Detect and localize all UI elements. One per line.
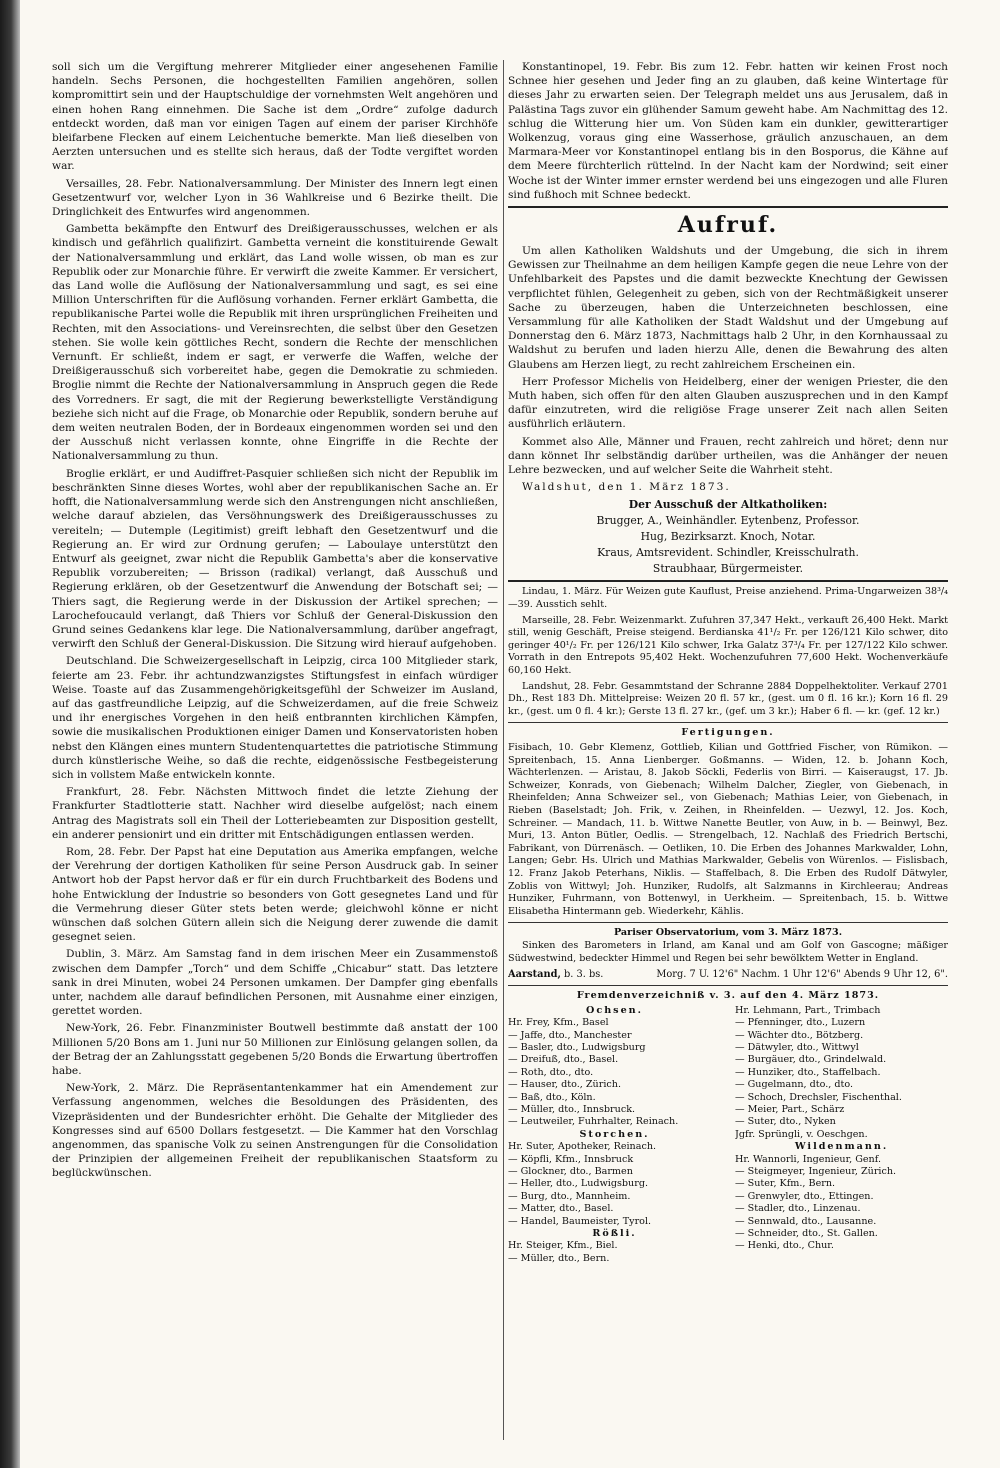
guest-entry: — Baß, dto., Köln. bbox=[508, 1091, 596, 1103]
left-column bbox=[52, 60, 498, 1448]
guest-entry: — Hunziker, dto., Staffelbach. bbox=[735, 1066, 881, 1078]
guest-entry: — Müller, dto., Bern. bbox=[508, 1252, 610, 1264]
guest-entry: — Burgäuer, dto., Grindelwald. bbox=[735, 1054, 887, 1066]
guest-entry: — Roth, dto., dto. bbox=[508, 1066, 594, 1078]
guest-entry: — Köpfli, Kfm., Innsbruck bbox=[508, 1153, 634, 1165]
guest-entry: — Basler, dto., Ludwigsburg bbox=[508, 1041, 646, 1053]
article-new-york-2: New-York, 2. März. Die Repräsentantenkammer hat ein Amendement zur Verfassung angenommen, welches die Besoldungen des Präsidenten, des Vizepräsidenten und der Bundesrichter erhöht. Die Gehalte der Mitglieder des Kongresses sind auf 6500 Dollars festgesetzt. — Die Kammer hat den Vorschlag angenommen, das spanische Volk zu seinen Anstrengungen für die Consolidation der Prinzipien der allgemeinen Freiheit der republikanischen Staatsform zu beglückwünschen. bbox=[52, 1082, 498, 1180]
guest-entry: — Schoch, Drechsler, Fischenthal. bbox=[735, 1091, 902, 1103]
hotel-name: Wildenmann. bbox=[794, 1141, 889, 1153]
guest-entry: — Burg, dto., Mannheim. bbox=[508, 1190, 631, 1202]
guest-entry: — Suter, Kfm., Bern. bbox=[735, 1178, 836, 1190]
observatorium-section bbox=[508, 927, 948, 981]
market-lindau: Lindau, 1. März. Für Weizen gute Kauflust, Preise anziehend. Prima-Ungarweizen 38³/₄—39. Ausstich sehlt. bbox=[508, 586, 948, 611]
aufruf-paragraph-2: Herr Professor Michelis von Heidelberg, einer der wenigen Priester, die den Muth haben, sich offen für den alten Glauben auszusprechen und in den Kampf dafür einzutreten, wird die religiöse Frage unserer Zeit nach allen Seiten ausführlich erläutern. bbox=[508, 375, 948, 431]
guest-entry: Jgfr. Sprüngli, v. Oeschgen. bbox=[735, 1128, 868, 1140]
article-dublin: Dublin, 3. März. Am Samstag fand in dem irischen Meer ein Zusammenstoß zwischen dem Dampfer „Torch“ und dem Schiffe „Chicabur“ statt. Das letztere sank in drei Minuten, wobei 24 Personen umkamen. Der Dampfer ging ebenfalls unter, nachdem alle darauf befindlichen Personen, mit Ausnahme einer einzigen, gerettet worden. bbox=[52, 948, 498, 1018]
fremden-column-1 bbox=[508, 1005, 721, 1266]
article-broglie: Broglie erklärt, er und Audiffret-Pasquier schließen sich nicht der Republik im beschränkten Sinne dieses Wortes, wohl aber der republikanischen Sache an. Er hofft, die Nationalversammlung werde sich den Anstrengungen nicht anschließen, welche darauf abzielen, das Versöhnungswerk des Dreißigerausschusses zu vereiteln; — Dutemple (Legitimist) greift lebhaft den Gesetzentwurf und die Regierung an. Er wird zur Ordnung gerufen; — Laboulaye unterstützt den Entwurf als geeignet, zwar nicht die Republik Gambetta's aber die konservative Republik vorzubereiten; — Brisson (radikal) verlangt, daß Ausschuß und Regierung erklären, ob der Gesetzentwurf die Anwendung der Botschaft sei; — Thiers sagt, die Regierung werde in der Diskussion der Artikel sprechen; — Larochefoucauld verlangt, daß Thiers vor Schluß der General-Diskussion den Grund seines Gedankens klar lege. Die Nationalversammlung, darüber angefragt, verwirft den Schluß der General-Diskussion. Die Sitzung wird hierauf aufgehoben. bbox=[52, 467, 498, 651]
guest-entry: Hr. Suter, Apotheker, Reinach. bbox=[508, 1141, 657, 1153]
fremden-list bbox=[508, 1005, 948, 1266]
aufruf-committee: Der Ausschuß der Altkatholiken: bbox=[628, 498, 828, 512]
aarstand-date: b. 3. bs. bbox=[564, 969, 604, 981]
observatorium-text: Sinken des Barometers in Irland, am Kanal und am Golf von Gascogne; mäßiger Südwestwind, bedeckter Himmel und Regen bei sehr bewölktem Wetter in England. bbox=[508, 939, 948, 964]
guest-entry: — Henki, dto., Chur. bbox=[735, 1240, 834, 1252]
guest-entry: — Leutweiler, Fuhrhalter, Reinach. bbox=[508, 1116, 679, 1128]
article-versailles: Versailles, 28. Febr. Nationalversammlung. Der Minister des Innern legt einen Gesetzentwurf vor, welcher Lyon in 36 Wahlkreise und 6 Bezirke theilt. Die Dringlichkeit des Entwurfes wird angenommen. bbox=[52, 177, 498, 219]
fertigungen-title: Fertigungen. bbox=[681, 727, 775, 739]
fertigungen-text: Fisibach, 10. Gebr Klemenz, Gottlieb, Kilian und Gottfried Fischer, von Rümikon. — Spreitenbach, 15. Anna Lienberger. Goßmanns. — Widen, 12. b. Johann Koch, Wächterlenzen. — Aristau, 8. Jakob Söckli, Federlis von Birri. — Kaiseraugst, 17. Jb. Schweizer, Konrads, von Giebenach; Wilhelm Dalcher, Ziegler, von Giebenach, in Rheinfelden; Anna Schweizer sel., von Giebenach; Mathias Leier, von Giebenach, in Rieben (Baselstadt; Joh. Frik, v. Zeihen, in Rheinfelden. — Uezwyl, 12. Jos. Koch, Schreiner. — Mandach, 11. b. Wittwe Nanette Beutler, von Auw, in b. — Beinwyl, Bez. Muri, 13. Anton Bütler, Oedlis. — Strengelbach, 12. Nachlaß des Friedrich Bertschi, Fabrikant, von Dürrenäsch. — Oetliken, 10. Die Erben des Johannes Markwalder, Lohn, Langen; Gebr. Hs. Ulrich und Mathias Markwalder, Gebelis von Würenlos. — Fislisbach, 12. Franz Jakob Peterhans, Niklis. — Staffelbach, 8. Die Erben des Rudolf Dätwyler, Zoblis von Wittwyl; Joh. Hunziker, Rudolfs, alt Salzmanns in Kirchleerau; Andreas Hunziker, Fuhrmann, von Bottenwyl, in Uerkheim. — Spreitenbach, 15. b. Wittwe Elisabetha Hintermann geb. Wiederkehr, Kählis. bbox=[508, 742, 948, 917]
hotel-name: Ochsen. bbox=[586, 1004, 643, 1016]
fremden-title: Fremdenverzeichniß v. 3. auf den 4. März 1873. bbox=[576, 990, 880, 1002]
guest-entry: — Handel, Baumeister, Tyrol. bbox=[508, 1215, 652, 1227]
guest-entry: — Heller, dto., Ludwigsburg. bbox=[508, 1178, 649, 1190]
guest-entry: — Dreifuß, dto., Basel. bbox=[508, 1054, 619, 1066]
article-gambetta: Gambetta bekämpfte den Entwurf des Dreißigerausschusses, welchen er als kindisch und gefährlich qualifizirt. Gambetta verneint die konstituirende Gewalt der Nationalversammlung und erklärt, das Land wolle wissen, ob man es zur Republik oder zur Monarchie führe. Er verwirft die zweite Kammer. Er versichert, das Land wolle die Auflösung der Nationalversammlung und sagt, es sei eine Million Unterschriften für die Auflösung vorhanden. Ferner erklärt Gambetta, die republikanische Partei wolle die Republik mit ihren ursprünglichen Freiheiten und Rechten, mit den Associations- und Vereinsrechten, die selbst über den Gesetzen stehen. Sie wolle kein göttliches Recht, sondern die Rechte der menschlichen Vernunft. Er schließt, indem er sagt, er verwerfe die Waffen, welche der Dreißigerausschuß sich vorbereitet habe, gegen die Demokratie zu schmieden. Broglie nimmt die Rechte der Nationalversammlung in Anspruch gegen die Rede des Vorredners. Er sagt, die mit der Regierung bewerkstelligte Verständigung beziehe sich nicht auf die Frage, ob Monarchie oder Republik, sondern beruhe auf dem weiten neutralen Boden, der in Bordeaux eingenommen worden sei und den der Ausschuß nicht verlassen konnte, ohne Eingriffe in die Rechte der Nationalversammlung zu thun. bbox=[52, 223, 498, 463]
signer-line: Straubhaar, Bürgermeister. bbox=[652, 562, 804, 576]
guest-entry: — Matter, dto., Basel. bbox=[508, 1203, 614, 1215]
guest-entry: — Gugelmann, dto., dto. bbox=[735, 1079, 854, 1091]
guest-entry: — Hauser, dto., Zürich. bbox=[508, 1079, 621, 1091]
fremden-column-2 bbox=[735, 1005, 948, 1266]
hotel-name: Storchen. bbox=[579, 1128, 650, 1140]
guest-entry: — Glockner, dto., Barmen bbox=[508, 1165, 633, 1177]
fertigungen-section bbox=[508, 727, 948, 918]
aufruf-signers bbox=[508, 497, 948, 576]
guest-entry: — Dätwyler, dto., Wittwyl bbox=[735, 1041, 859, 1053]
aufruf-title: Aufruf. bbox=[677, 212, 779, 239]
observatorium-title: Pariser Observatorium, vom 3. März 1873. bbox=[613, 927, 843, 939]
guest-entry: — Meier, Part., Schärz bbox=[735, 1103, 845, 1115]
article-konstantinopel: Konstantinopel, 19. Febr. Bis zum 12. Febr. hatten wir keinen Frost noch Schnee hier gesehen und Jeder fing an zu glauben, daß keine Wintertage für dieses Jahr zu erwarten seien. Der Telegraph meldet uns aus Jerusalem, daß in Palästina Tags zuvor ein glühender Samum geweht habe. Am Nachmittag des 12. schlug die Witterung hier um. Von Süden kam ein dunkler, gewitterartiger Wolkenzug, voraus ging eine Wasserhose, gräulich anzuschauen, an dem Marmara-Meer vor Konstantinopel entlang bis in den Bosporus, die Kähne auf dem Meere fürchterlich rüttelnd. In der Nacht kam der Nordwind; seit einer Woche ist der Winter immer ernster werdend bei uns eingezogen und alle Fluren sind fußhoch mit Schnee bedeckt. bbox=[508, 61, 948, 201]
divider bbox=[508, 580, 948, 582]
aufruf-paragraph-1: Um allen Katholiken Waldshuts und der Umgebung, die sich in ihrem Gewissen zur Theilnahme an dem heiligen Kampfe gegen die neue Lehre von der Unfehlbarkeit des Papstes und die damit bezweckte Knechtung der Gewissen verpflichtet fühlen, Gelegenheit zu geben, sich von der Rechtmäßigkeit unserer Sache zu überzeugen, haben die Unterzeichneten beschlossen, eine Versammlung für alle Katholiken der Stadt Waldshut und der Umgebung auf Donnerstag den 6. März 1873, Nachmittags halb 2 Uhr, in den Kornhaussaal zu Waldshut zu berufen und laden hierzu Alle, denen die Bewahrung des alten Glaubens am Herzen liegt, zu recht zahlreichem Erscheinen ein. bbox=[508, 245, 948, 371]
fremden-section bbox=[508, 990, 948, 1265]
guest-entry: — Steigmeyer, Ingenieur, Zürich. bbox=[735, 1165, 897, 1177]
aufruf-place-date: Waldshut, den 1. März 1873. bbox=[522, 481, 731, 494]
column-divider bbox=[503, 60, 504, 1440]
market-marseille: Marseille, 28. Febr. Weizenmarkt. Zufuhren 37,347 Hekt., verkauft 26,400 Hekt. Markt still, wenig Geschäft, Preise steigend. Berdianska 41¹/₂ Fr. per 126/121 Kilo schwer, dito geringer 40¹/₂ Fr. per 126/121 Kilo schwer, Irka Galatz 37³/₄ Fr. per 127/122 Kilo schwer. Vorrath in den Entrepots 95,402 Hekt. Wochenzufuhren 77,600 Hekt. Wochenverkäufe 60,160 Hekt. bbox=[508, 614, 948, 677]
divider bbox=[508, 722, 948, 723]
article-new-york-26: New-York, 26. Febr. Finanzminister Boutwell bestimmte daß anstatt der 100 Millionen 5/20 Bons am 1. Juni nur 50 Millionen zur Einlösung gelangen sollen, da der Betrag der an Zahlungsstatt gegebenen 5/20 Bonds die Erwartung übertroffen habe. bbox=[52, 1022, 498, 1078]
article-rom: Rom, 28. Febr. Der Papst hat eine Deputation aus Amerika empfangen, welche der Verehrung der dortigen Katholiken für seine Person Ausdruck gab. In seiner Antwort hob der Papst hervor daß er für ein durch Fruchtbarkeit des Bodens und hohe Entwicklung der Industrie so besonders von Gott gesegnetes Land und für die Vermehrung dieser Güter stets beten werde; gleichwohl könne er nicht wünschen daß solchen Gütern allein sich die Neigung derer zuwende die damit gesegnet seien. bbox=[52, 845, 498, 944]
guest-entry: Hr. Steiger, Kfm., Biel. bbox=[508, 1240, 618, 1252]
guest-entry: — Sennwald, dto., Lausanne. bbox=[735, 1215, 877, 1227]
aarstand-label: Aarstand, bbox=[508, 969, 561, 981]
signer-line: Brugger, A., Weinhändler. Eytenbenz, Professor. bbox=[596, 514, 860, 528]
right-column bbox=[508, 60, 948, 1448]
divider bbox=[508, 206, 948, 208]
divider bbox=[508, 922, 948, 923]
article-deutschland: Deutschland. Die Schweizergesellschaft in Leipzig, circa 100 Mitglieder stark, feierte am 23. Febr. ihr achtundzwanzigstes Stiftungsfest in einfach würdiger Weise. Toaste auf das Zusammengehörigkeitsgefühl der Schweizer im Ausland, auf das gastfreundliche Leipzig, auf die Schweizerdamen, auf die freie Schweiz und ihr energisches Vorgehen in den heiß entbrannten kirchlichen Kämpfen, sowie die musikalischen Produktionen einiger Damen und Konservatoristen hoben nebst den Klängen eines muntern Studentenquartettes die patriotische Stimmung durch künstlerische Weihe, so daß die rechte, eidgenössische Festbegeisterung sich in vollstem Maße entwickeln konnte. bbox=[52, 655, 498, 781]
guest-entry: — Suter, dto., Nyken bbox=[735, 1116, 836, 1128]
scan-binding-edge bbox=[0, 0, 20, 1468]
market-reports bbox=[508, 586, 948, 718]
signer-line: Hug, Bezirksarzt. Knoch, Notar. bbox=[640, 530, 816, 544]
guest-entry: — Pfenninger, dto., Luzern bbox=[735, 1017, 866, 1029]
guest-entry: Hr. Frey, Kfm., Basel bbox=[508, 1017, 609, 1029]
guest-entry: — Jaffe, dto., Manchester bbox=[508, 1029, 632, 1041]
guest-entry: Hr. Wannorli, Ingenieur, Genf. bbox=[735, 1153, 881, 1165]
aarstand-values: Morg. 7 U. 12'6" Nachm. 1 Uhr 12'6" Abends 9 Uhr 12, 6". bbox=[656, 969, 948, 981]
guest-entry: — Stadler, dto., Linzenau. bbox=[735, 1203, 861, 1215]
guest-entry: — Grenwyler, dto., Ettingen. bbox=[735, 1190, 874, 1202]
market-landshut: Landshut, 28. Febr. Gesammtstand der Schranne 2884 Doppelhektoliter. Verkauf 2701 Dh., Rest 183 Dh. Mittelpreise: Weizen 20 fl. 57 kr., (gest. um 0 fl. 16 kr.); Korn 16 fl. 29 kr., (gest. um 0 fl. 4 kr.); Gerste 13 fl. 27 kr., (gef. um 3 kr.); Haber 6 fl. — kr. (gef. 12 kr.) bbox=[508, 680, 948, 717]
guest-entry: — Schneider, dto., St. Gallen. bbox=[735, 1228, 878, 1240]
article-frankfurt: Frankfurt, 28. Febr. Nächsten Mittwoch findet die letzte Ziehung der Frankfurter Stadtlotterie statt. Nachher wird dieselbe aufgelöst; nach einem Antrag des Magistrats soll ein Theil der Lotteriebeamten zur Disposition gestellt, ein anderer pensionirt und ein dritter mit Entschädigungen entlassen werden. bbox=[52, 786, 498, 841]
aarstand-row bbox=[508, 968, 948, 981]
aufruf-paragraph-3: Kommet also Alle, Männer und Frauen, recht zahlreich und höret; denn nur dann könnet Ihr selbständig darüber urtheilen, was die Anhänger der neuen Lehre bezwecken, und auf welcher Seite die Wahrheit steht. bbox=[508, 435, 948, 477]
guest-entry: Hr. Lehmann, Part., Trimbach bbox=[735, 1004, 881, 1016]
guest-entry: — Müller, dto., Innsbruck. bbox=[508, 1103, 636, 1115]
signer-line: Kraus, Amtsrevident. Schindler, Kreisschulrath. bbox=[597, 546, 859, 560]
divider bbox=[508, 985, 948, 986]
guest-entry: — Wächter dto., Bötzberg. bbox=[735, 1029, 864, 1041]
hotel-name: Rößli. bbox=[592, 1228, 637, 1240]
article-paris-poisoning: soll sich um die Vergiftung mehrerer Mitglieder einer angesehenen Familie handeln. Sechs Personen, die hochgestellten Familien angehören, sollen kompromittirt sein und der Hauptschuldige der vornehmsten Welt angehören und einen hohen Rang einnehmen. Die Sache ist dem „Ordre“ zufolge dadurch entdeckt worden, daß man vor einigen Tagen auf einem der pariser Kirchhöfe bleifarbene Flecken auf einem Leichentuche bemerkte. Man ließ dieselben von Aerzten untersuchen und es stellte sich heraus, daß der Todte vergiftet worden war. bbox=[52, 61, 498, 173]
